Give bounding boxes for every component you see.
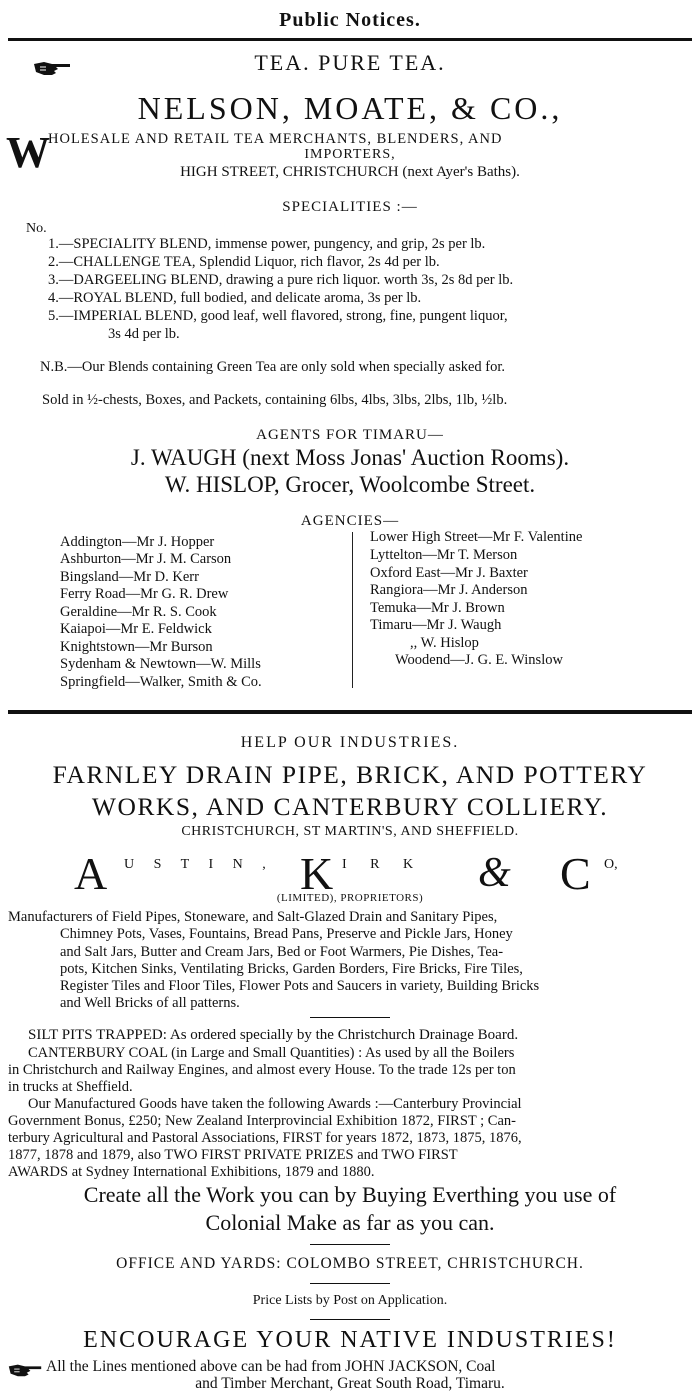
firm-initial-k: K bbox=[300, 848, 334, 899]
firm-name: NELSON, MOATE, & CO., bbox=[137, 90, 563, 126]
agencies-heading: AGENCIES— bbox=[300, 513, 400, 529]
farnley-title-line2: WORKS, AND CANTERBURY COLLIERY. bbox=[91, 792, 609, 821]
speciality-item: 1.—SPECIALITY BLEND, immense power, pungency, and grip, 2s per lb. bbox=[48, 236, 486, 252]
manufacturers-line: Register Tiles and Floor Tiles, Flower Pots and Saucers in variety, Building Bricks bbox=[60, 978, 540, 994]
agents-heading: AGENTS FOR TIMARU— bbox=[256, 427, 444, 443]
manufacturers-line: Chimney Pots, Vases, Fountains, Bread Pans, Preserve and Pickle Jars, Honey bbox=[60, 926, 513, 942]
agency-left: Geraldine—Mr R. S. Cook bbox=[60, 604, 217, 620]
awards-line: 1877, 1878 and 1879, also TWO FIRST PRIVATE PRIZES and TWO FIRST bbox=[8, 1147, 458, 1163]
awards-line: AWARDS at Sydney International Exhibitions, 1879 and 1880. bbox=[8, 1164, 375, 1180]
section-title: Public Notices. bbox=[279, 9, 421, 31]
header-rule bbox=[8, 38, 692, 41]
firm-irk: I R K bbox=[342, 857, 424, 872]
farnley-title-line1: FARNLEY DRAIN PIPE, BRICK, AND POTTERY bbox=[52, 760, 648, 789]
agency-right: Timaru—Mr J. Waugh bbox=[370, 617, 502, 633]
awards-line: Our Manufactured Goods have taken the following Awards :—Canterbury Provincial bbox=[28, 1096, 522, 1112]
silt-pits-note: SILT PITS TRAPPED: As ordered specially by the Christchurch Drainage Board. bbox=[28, 1027, 519, 1043]
final-note-line1: All the Lines mentioned above can be had from JOHN JACKSON, Coal bbox=[46, 1358, 496, 1375]
manufacturers-line: and Well Bricks of all patterns. bbox=[60, 995, 240, 1011]
final-note-line2: and Timber Merchant, Great South Road, Timaru. bbox=[195, 1375, 505, 1392]
price-lists: Price Lists by Post on Application. bbox=[252, 1293, 448, 1308]
agency-left: Springfield—Walker, Smith & Co. bbox=[60, 674, 262, 690]
firm-ustin: U S T I N , bbox=[124, 857, 274, 872]
section-rule bbox=[310, 1283, 390, 1284]
agency-right: Lower High Street—Mr F. Valentine bbox=[370, 529, 583, 545]
drop-cap-w: W bbox=[6, 128, 50, 177]
ad-divider bbox=[8, 710, 692, 714]
agent-waugh: J. WAUGH (next Moss Jonas' Auction Rooms). bbox=[130, 445, 570, 470]
agency-left: Ashburton—Mr J. M. Carson bbox=[60, 551, 232, 567]
section-rule bbox=[310, 1017, 390, 1018]
manufacturers-line: Manufacturers of Field Pipes, Stoneware, and Salt-Glazed Drain and Sanitary Pipes, bbox=[8, 909, 498, 925]
agency-right: Temuka—Mr J. Brown bbox=[370, 600, 505, 616]
section-rule bbox=[310, 1319, 390, 1320]
agencies-divider bbox=[352, 532, 353, 688]
agency-right: Oxford East—Mr J. Baxter bbox=[370, 565, 528, 581]
agency-left: Bingsland—Mr D. Kerr bbox=[60, 569, 199, 585]
agency-right: Woodend—J. G. E. Winslow bbox=[395, 652, 563, 668]
coal-line: in trucks at Sheffield. bbox=[8, 1079, 133, 1095]
specialities-heading: SPECIALITIES :— bbox=[282, 199, 418, 215]
speciality-item: 2.—CHALLENGE TEA, Splendid Liquor, rich flavor, 2s 4d per lb. bbox=[48, 254, 440, 270]
agency-right: Lyttelton—Mr T. Merson bbox=[370, 547, 518, 563]
agency-left: Addington—Mr J. Hopper bbox=[60, 534, 215, 550]
tea-headline: TEA. PURE TEA. bbox=[254, 50, 446, 75]
agency-right: Rangiora—Mr J. Anderson bbox=[370, 582, 528, 598]
speciality-item: 3.—DARGEELING BLEND, drawing a pure rich liquor. worth 3s, 2s 8d per lb. bbox=[48, 272, 514, 288]
agency-left: Knightstown—Mr Burson bbox=[60, 639, 213, 655]
firm-description-line1: HOLESALE AND RETAIL TEA MERCHANTS, BLENDERS, AND bbox=[48, 131, 503, 147]
coal-line: in Christchurch and Railway Engines, and almost every House. To the trade 12s per ton bbox=[8, 1062, 516, 1078]
manufacturers-line: pots, Kitchen Sinks, Ventilating Bricks, Garden Borders, Fire Bricks, Fire Tiles, bbox=[60, 961, 523, 977]
firm-ampersand: & bbox=[478, 850, 511, 896]
firm-initial-c: C bbox=[560, 848, 591, 899]
farnley-location: CHRISTCHURCH, ST MARTIN'S, AND SHEFFIELD. bbox=[181, 824, 519, 839]
create-work-line2: Colonial Make as far as you can. bbox=[205, 1210, 495, 1235]
firm-co-suffix: O, bbox=[604, 857, 618, 872]
firm-initial-a: A bbox=[74, 848, 108, 899]
section-rule bbox=[310, 1244, 390, 1245]
awards-line: terbury Agricultural and Pastoral Associations, FIRST for years 1872, 1873, 1875, 1876, bbox=[8, 1130, 522, 1146]
limited-proprietors: (LIMITED), PROPRIETORS) bbox=[276, 892, 424, 904]
firm-description-line2: IMPORTERS, bbox=[304, 147, 396, 162]
awards-line: Government Bonus, £250; New Zealand Interprovincial Exhibition 1872, FIRST ; Can- bbox=[8, 1113, 516, 1129]
nb-note: N.B.—Our Blends containing Green Tea are only sold when specially asked for. bbox=[40, 359, 506, 375]
agent-hislop: W. HISLOP, Grocer, Woolcombe Street. bbox=[164, 472, 536, 497]
agency-right: ,, W. Hislop bbox=[410, 635, 479, 651]
coal-line: CANTERBURY COAL (in Large and Small Quantities) : As used by all the Boilers bbox=[28, 1045, 515, 1061]
agency-left: Kaiapoi—Mr E. Feldwick bbox=[60, 621, 212, 637]
office-yards: OFFICE AND YARDS: COLOMBO STREET, CHRISTCHURCH. bbox=[116, 1255, 584, 1272]
manufacturers-line: and Salt Jars, Butter and Cream Jars, Bed or Foot Warmers, Pie Dishes, Tea- bbox=[60, 944, 504, 960]
sold-in-note: Sold in ½-chests, Boxes, and Packets, containing 6lbs, 4lbs, 3lbs, 2lbs, 1lb, ½lb. bbox=[42, 392, 508, 408]
encourage-headline: ENCOURAGE YOUR NATIVE INDUSTRIES! bbox=[83, 1327, 617, 1353]
firm-address: HIGH STREET, CHRISTCHURCH (next Ayer's Baths). bbox=[180, 164, 520, 180]
agency-left: Ferry Road—Mr G. R. Drew bbox=[60, 586, 229, 602]
speciality-item: 3s 4d per lb. bbox=[108, 326, 180, 342]
help-headline: HELP OUR INDUSTRIES. bbox=[240, 734, 460, 751]
number-label: No. bbox=[26, 221, 47, 236]
create-work-line1: Create all the Work you can by Buying Everthing you use of bbox=[83, 1182, 617, 1207]
speciality-item: 5.—IMPERIAL BLEND, good leaf, well flavored, strong, fine, pungent liquor, bbox=[48, 308, 508, 324]
speciality-item: 4.—ROYAL BLEND, full bodied, and delicate aroma, 3s per lb. bbox=[48, 290, 422, 306]
agency-left: Sydenham & Newtown—W. Mills bbox=[60, 656, 261, 672]
